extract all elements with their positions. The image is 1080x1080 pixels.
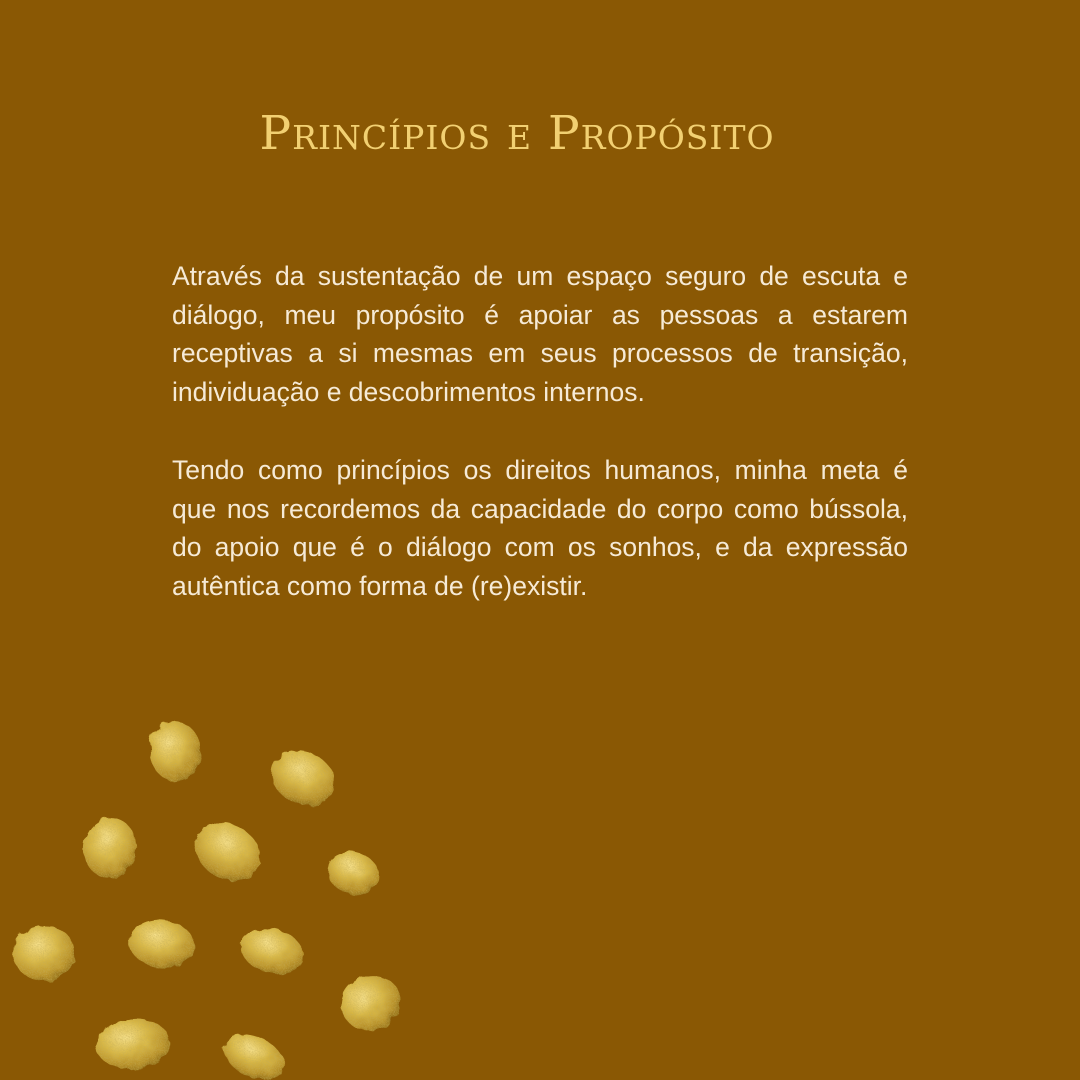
paragraph-principles: Tendo como princípios os direitos humanos, minha meta é que nos recordemos da capacidade do corpo como bússola, do apoio que é o diálogo com os sonhos, e da expressão autêntica como forma de (re)existir. (172, 455, 908, 601)
gold-dots-decoration (0, 700, 440, 1080)
paragraph-purpose: Através da sustentação de um espaço seguro de escuta e diálogo, meu propósito é apoiar as pessoas a estarem receptivas a si mesmas em seus processos de transição, individuação e descobrimentos internos. (172, 261, 908, 407)
body-text (172, 257, 908, 645)
page-title: Princípios e Propósito (259, 106, 775, 161)
